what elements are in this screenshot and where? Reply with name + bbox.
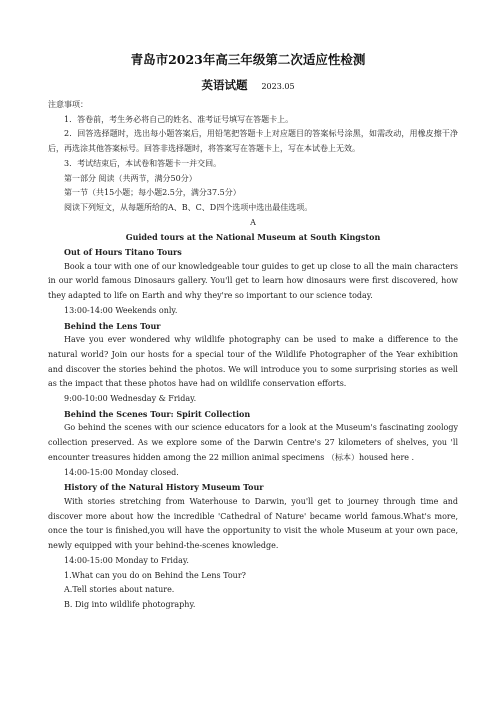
- passage-title: Guided tours at the National Museum at South Kingston: [125, 232, 381, 243]
- notice-item: 1．答卷前，考生务必将自己的姓名、准考证号填写在答题卡上。: [64, 114, 294, 124]
- tour-time: 14:00-15:00 Monday to Friday.: [64, 555, 189, 565]
- tour-time: 9:00-10:00 Wednesday & Friday.: [64, 394, 197, 404]
- exam-title: 青岛市2023年高三年级第二次适应性检测: [130, 52, 366, 67]
- exam-date: 2023.05: [261, 82, 295, 91]
- notice-item: 2．回答选择题时，选出每小题答案后，用铅笔把答题卡上对应题目的答案标号涂黑，如需改动，用橡皮擦干净后，再选涂其他答案标号。回答非选择题时，将答案写在答题卡上，写在本试卷上无效。: [48, 129, 458, 154]
- section-instruction: 阅读下列短文，从每题所给的A、B、C、D四个选项中选出最佳选项。: [64, 202, 313, 212]
- tour-time: 13:00-14:00 Weekends only.: [64, 305, 178, 315]
- tour-name: Behind the Lens Tour: [64, 320, 161, 331]
- tour-name: History of the Natural History Museum Tour: [64, 482, 264, 493]
- tour-time: 14:00-15:00 Monday closed.: [64, 467, 179, 477]
- tour-description: With stories stretching from Waterhouse to Darwin, you'll get to journey through time and discover more about how the incredible 'Cathedral of Nature' became world famous.What's more, once the tour is finished,you will have the opportunity to visit the whole Museum at your own pace, newly equipped with your behind-the-scenes knowledge.: [48, 496, 458, 551]
- passage-letter: A: [250, 217, 256, 227]
- tour-name: Behind the Scenes Tour: Spirit Collection: [64, 408, 251, 419]
- tour-name: Out of Hours Titano Tours: [64, 247, 182, 258]
- tour-description: Book a tour with one of our knowledgeable tour guides to get up close to all the main characters in our world famous Dinosaurs gallery. You'll get to learn how dinosaurs were first discovered, how they adapted to life on Earth and why they're so important to our science today.: [48, 261, 458, 301]
- question-option: B. Dig into wildlife photography.: [64, 599, 196, 609]
- question-option: A.Tell stories about nature.: [64, 585, 175, 595]
- notice-item: 3．考试结束后，本试卷和答题卡一并交回。: [64, 158, 222, 168]
- section-part: 第一部分 阅读（共两节，满分50分）: [64, 173, 197, 183]
- section-sub: 第一节（共15小题；每小题2.5分，满分37.5分）: [64, 188, 241, 198]
- tour-description: Go behind the scenes with our science educators for a look at the Museum's fascinating zoology collection preserved. As we explore some of the Darwin Centre's 27 kilometers of shelves, you 'll encounter treasures hidden among the 22 million animal specimens （标本）housed here .: [48, 423, 458, 462]
- tour-description: Have you ever wondered why wildlife photography can be used to make a difference to the natural world? Join our hosts for a special tour of the Wildlife Photographer of the Year exhibition and discover the stories behind the photos. We will introduce you to some surprising stories as well as the impact that these photos have had on wildlife conservation efforts.: [48, 335, 458, 389]
- notice-block: [48, 98, 458, 613]
- exam-subtitle: [0, 77, 496, 93]
- question-stem: 1.What can you do on Behind the Lens Tour?: [64, 570, 246, 580]
- subject-label: 英语试题: [201, 78, 248, 92]
- notice-heading: 注意事项：: [48, 100, 88, 109]
